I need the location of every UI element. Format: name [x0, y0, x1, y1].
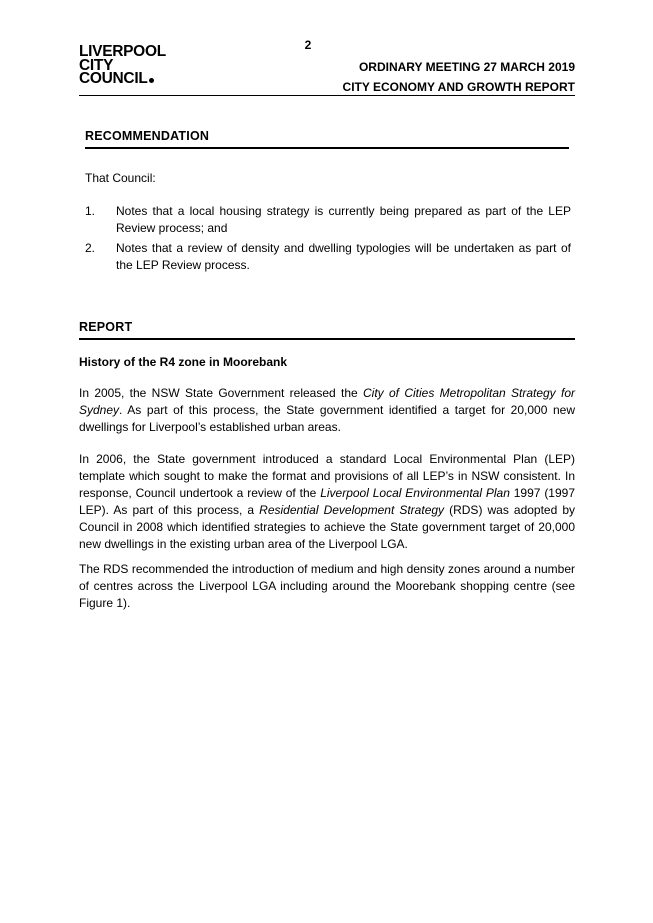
- liverpool-city-council-logo: [79, 45, 166, 86]
- header-divider: [79, 95, 575, 96]
- report-paragraph-3: The RDS recommended the introduction of medium and high density zones around a number of centres across the Liverpool LGA including around the Moorebank shopping centre (see Figure 1).: [79, 562, 575, 610]
- recommendation-divider: [85, 147, 569, 149]
- list-number: 1.: [85, 204, 96, 218]
- list-number: 2.: [85, 241, 96, 255]
- recommendation-item: [85, 203, 571, 237]
- logo-dot-icon: [149, 78, 154, 83]
- logo-line-2: CITY: [79, 56, 114, 74]
- logo-line-1: LIVERPOOL: [79, 43, 166, 60]
- list-text: Notes that a local housing strategy is currently being prepared as part of the LEP Review process; and: [116, 204, 571, 235]
- recommendation-item: [85, 240, 571, 274]
- recommendation-heading: RECOMMENDATION: [85, 129, 210, 143]
- strategy-title: City of Cities Metropolitan Strategy for Sydney: [79, 386, 576, 417]
- lep-title: Liverpool Local Environmental Plan: [320, 486, 510, 500]
- report-divider: [79, 338, 575, 340]
- report-header: CITY ECONOMY AND GROWTH REPORT: [342, 80, 575, 94]
- report-heading: REPORT: [79, 320, 133, 334]
- page-number: 2: [304, 38, 312, 52]
- recommendation-intro: That Council:: [85, 171, 156, 185]
- report-paragraph-1: In 2005, the NSW State Government released the City of Cities Metropolitan Strategy for Sydney. As part of this process, the State government identified a target for 20,000 new dwellings for Liverpool’s established urban areas.: [79, 386, 576, 434]
- report-subheading: History of the R4 zone in Moorebank: [79, 355, 288, 369]
- meeting-header: ORDINARY MEETING 27 MARCH 2019: [358, 60, 575, 74]
- list-text: Notes that a review of density and dwelling typologies will be undertaken as part of the LEP Review process.: [116, 241, 571, 272]
- rds-title: Residential Development Strategy: [259, 503, 445, 517]
- logo-line-3: COUNCIL: [79, 72, 166, 86]
- report-paragraph-2: In 2006, the State government introduced a standard Local Environmental Plan (LEP) template which sought to make the format and provisions of all LEP’s in NSW consistent. In response, Council undertook a review of the Liverpool Local Environmental Plan 1997 (1997 LEP). As part of this process, a Residential Development Strategy (RDS) was adopted by Council in 2008 which identified strategies to achieve the State government target of 20,000 new dwellings in the existing urban area of the Liverpool LGA.: [79, 452, 576, 551]
